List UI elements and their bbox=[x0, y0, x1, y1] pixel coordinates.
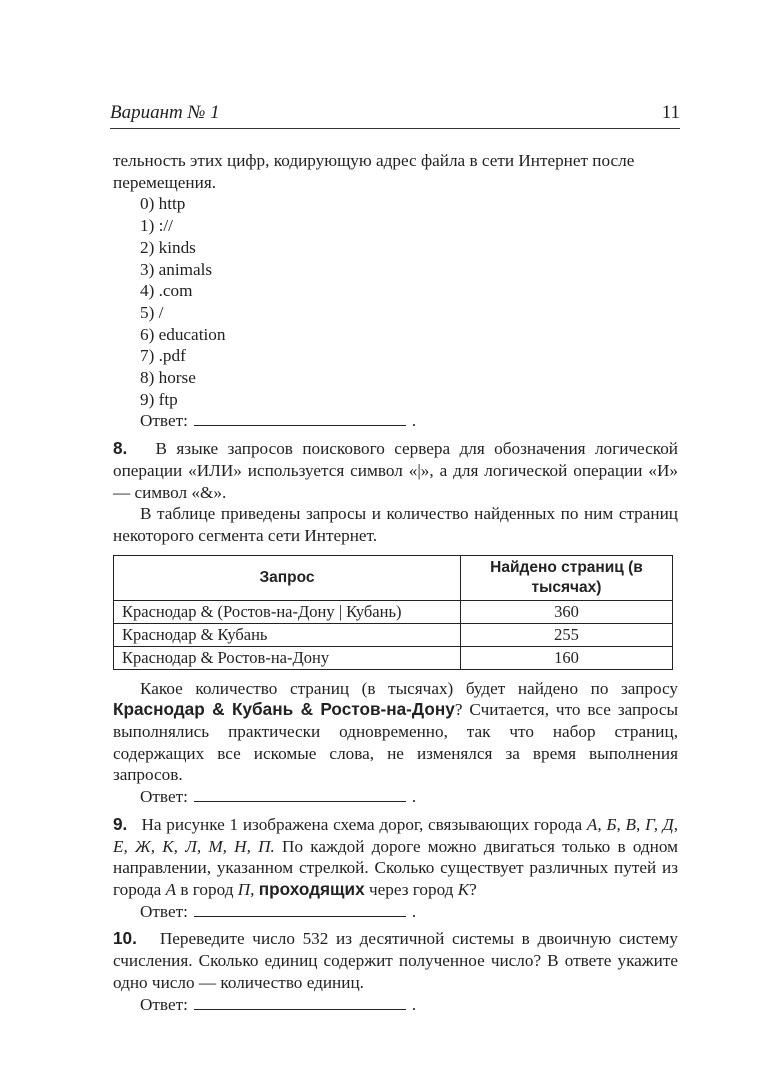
q9-text bbox=[113, 814, 678, 901]
q9-text-b: По каждой дороге можно двигаться только в одном направлении, указанном стрелкой. Сколько существует различных путей из города bbox=[113, 836, 678, 899]
table-header-query: Запрос bbox=[114, 555, 461, 600]
table-row bbox=[114, 646, 673, 669]
q8-text1 bbox=[113, 438, 678, 503]
q7-intro-line1: тельность этих цифр, кодирующую адрес файла в сети Интернет после bbox=[113, 151, 635, 170]
q10-body: Переведите число 532 из десятичной системы в двоичную систему счисления. Сколько единиц содержит полученное число? В ответе укажите одно число — количество единиц. bbox=[113, 929, 678, 992]
q8-text3 bbox=[113, 678, 678, 787]
table-cell-query: Краснодар & Ростов-на-Дону bbox=[114, 646, 461, 669]
table-cell-count: 255 bbox=[461, 623, 673, 646]
q8-table bbox=[113, 555, 673, 670]
q8-answer: Ответ: . bbox=[140, 787, 417, 807]
q9-city-k: К bbox=[457, 879, 470, 899]
q7-answer: Ответ: . bbox=[140, 411, 417, 431]
table-row bbox=[114, 623, 673, 646]
q8-query-bold: Краснодар & Кубань & Ростов-на-Дону bbox=[113, 699, 455, 720]
list-item: 2) kinds bbox=[140, 237, 196, 257]
table-header-row bbox=[114, 555, 673, 600]
list-item: 5) / bbox=[140, 302, 164, 322]
table-row bbox=[114, 600, 673, 623]
table-cell-query: Краснодар & (Ростов-на-Дону | Кубань) bbox=[114, 600, 461, 623]
q10-answer-field[interactable] bbox=[194, 995, 406, 1010]
page-content bbox=[113, 150, 678, 1015]
table-cell-count: 360 bbox=[461, 600, 673, 623]
table-cell-count: 160 bbox=[461, 646, 673, 669]
q9-number: 9. bbox=[113, 813, 128, 834]
q8-number: 8. bbox=[113, 438, 128, 459]
q9-city-a: А bbox=[165, 879, 177, 899]
q8-text2: В таблице приведены запросы и количество найденных по ним страниц некоторого сегмента сети Интернет. bbox=[113, 504, 678, 545]
list-item: 1) :// bbox=[140, 216, 173, 236]
q8-answer-field[interactable] bbox=[194, 787, 406, 802]
q9-text-a: На рисунке 1 изображена схема дорог, связывающих города bbox=[141, 814, 583, 834]
answer-label: Ответ: bbox=[140, 901, 188, 921]
answer-label: Ответ: bbox=[140, 411, 188, 431]
list-item: 7) .pdf bbox=[140, 346, 186, 366]
list-item: 0) http bbox=[140, 194, 186, 214]
answer-label: Ответ: bbox=[140, 787, 188, 807]
q9-answer: Ответ: . bbox=[140, 901, 417, 921]
list-item: 9) ftp bbox=[140, 389, 178, 409]
q8-text3-before: Какое количество страниц (в тысячах) будет найдено по запросу bbox=[140, 678, 678, 698]
page-header bbox=[110, 96, 680, 129]
q7-answer-field[interactable] bbox=[194, 411, 406, 426]
list-item: 3) animals bbox=[140, 259, 213, 279]
q9-text-e: ? bbox=[469, 879, 477, 899]
q7-list bbox=[113, 193, 678, 410]
variant-title: Вариант № 1 bbox=[110, 102, 220, 123]
q9-city-p: П, bbox=[237, 879, 255, 899]
q10-answer: Ответ: . bbox=[140, 994, 417, 1014]
table-header-found: Найдено страниц (в тысячах) bbox=[461, 555, 673, 600]
table-cell-query: Краснодар & Кубань bbox=[114, 623, 461, 646]
q10-text bbox=[113, 928, 678, 993]
list-item: 6) education bbox=[140, 324, 226, 344]
q9-cities: А, Б, В, Г, Д, Е, Ж, К, Л, М, Н, П. bbox=[113, 814, 679, 856]
q9-text-d: через город bbox=[368, 879, 454, 899]
q8-text3-after: ? Считается, что все запросы выполнялись практически одновременно, так что набор страниц, содержащих все искомые слова, не изменялся за время выполнения запросов. bbox=[113, 700, 678, 785]
q9-bold: проходящих bbox=[258, 878, 365, 899]
page-number: 11 bbox=[661, 102, 680, 123]
list-item: 4) .com bbox=[140, 281, 193, 301]
q8-text1-body: В языке запросов поискового сервера для обозначения логической операции «ИЛИ» используется символ «|», а для логической операции «И» — символ «&». bbox=[113, 439, 678, 502]
q9-text-c: в город bbox=[180, 879, 234, 899]
q10-number: 10. bbox=[113, 928, 137, 949]
list-item: 8) horse bbox=[140, 368, 196, 388]
answer-label: Ответ: bbox=[140, 994, 188, 1014]
q9-answer-field[interactable] bbox=[194, 902, 406, 917]
q7-intro-line2: перемещения. bbox=[113, 172, 217, 192]
